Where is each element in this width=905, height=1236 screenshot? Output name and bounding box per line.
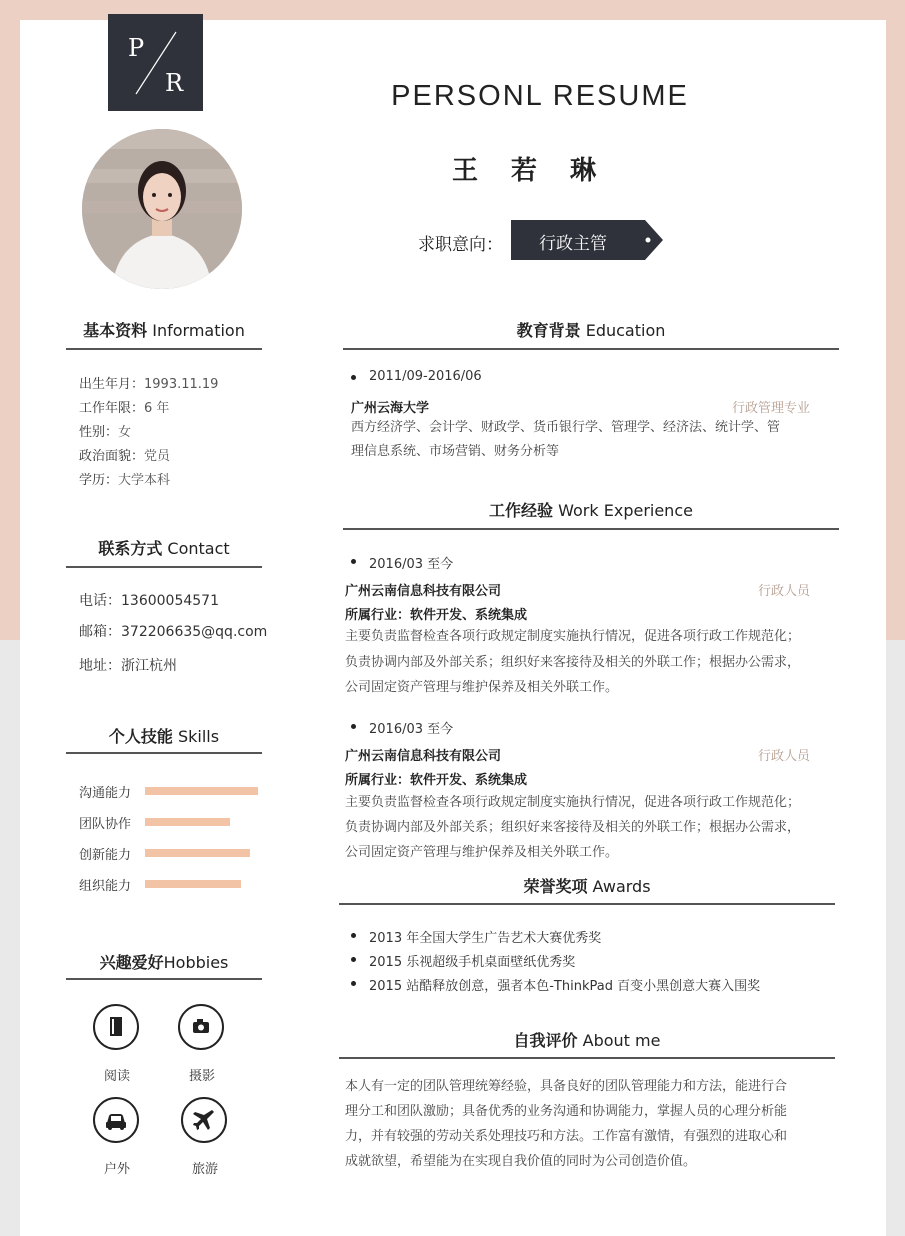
section-title-education: 教育背景 Education (516, 321, 666, 340)
skill-bar (145, 818, 230, 826)
education-courses: 西方经济学、会计学、财政学、货币银行学、管理学、经济法、统计学、管 (351, 420, 781, 435)
info-degree: 学历：大学本科 (79, 473, 171, 488)
job-intent-value: 行政主管 (539, 234, 607, 254)
hobby-label: 户外 (103, 1162, 130, 1177)
hobby-label: 摄影 (188, 1069, 215, 1084)
section-title-skills: 个人技能 Skills (108, 727, 220, 746)
info-gender: 性别：女 (79, 425, 132, 440)
divider (66, 752, 262, 754)
job-industry: 所属行业：软件开发、系统集成 (345, 773, 528, 788)
candidate-name: 王 若 琳 (451, 156, 609, 186)
about-text: 本人有一定的团队管理统筹经验，具备良好的团队管理能力和方法，能进行合 (345, 1079, 788, 1094)
skill-label: 创新能力 (79, 848, 132, 863)
section-title-awards: 荣誉奖项 Awards (523, 877, 651, 896)
camera-icon (180, 1006, 222, 1048)
job-role: 行政人员 (757, 749, 810, 764)
logo-letter-r: R (165, 69, 184, 97)
divider (339, 1057, 835, 1059)
job-company: 广州云南信息科技有限公司 (345, 584, 502, 599)
skill-label: 团队协作 (79, 817, 132, 832)
info-political: 政治面貌：党员 (79, 449, 171, 464)
education-period: 2011/09-2016/06 (369, 369, 482, 384)
section-title-work: 工作经验 Work Experience (489, 501, 693, 520)
skill-bar (145, 849, 250, 857)
job-period: 2016/03 至今 (369, 553, 453, 572)
contact-email: 邮箱：372206635@qq.com (79, 624, 268, 640)
job-description: 公司固定资产管理与维护保养及相关外联工作。 (345, 845, 619, 860)
hobby-label: 旅游 (191, 1162, 218, 1177)
car-icon (95, 1099, 137, 1141)
divider (66, 348, 262, 350)
job-intent-tag (511, 220, 663, 260)
education-courses: 理信息系统、市场营销、财务分析等 (351, 444, 560, 459)
job-intent-label: 求职意向： (418, 235, 503, 255)
logo-slash-icon (108, 14, 203, 111)
skill-bar (145, 880, 241, 888)
job-description: 主要负责监督检查各项行政规定制度实施执行情况，促进各项行政工作规范化； (345, 629, 801, 644)
job-description: 负责协调内部及外部关系；组织好来客接待及相关的外联工作；根据办公需求， (345, 820, 801, 835)
divider (339, 903, 835, 905)
logo-letter-p: P (128, 34, 145, 62)
hobby-photography (178, 1004, 224, 1050)
contact-address: 地址：浙江杭州 (79, 658, 177, 674)
skill-label: 组织能力 (79, 879, 132, 894)
job-description: 负责协调内部及外部关系；组织好来客接待及相关的外联工作；根据办公需求， (345, 655, 801, 670)
job-description: 主要负责监督检查各项行政规定制度实施执行情况，促进各项行政工作规范化； (345, 795, 801, 810)
award-item: 2015 站酷释放创意，强者本色-ThinkPad 百变小黑创意大赛入围奖 (369, 975, 760, 994)
info-years: 工作年限：6 年 (79, 401, 170, 416)
portrait-photo-icon (82, 129, 242, 289)
info-birth: 出生年月：1993.11.19 (79, 377, 219, 392)
airplane-icon (183, 1099, 225, 1141)
hobby-outdoor (93, 1097, 139, 1143)
hobby-travel (181, 1097, 227, 1143)
resume-title: PERSONL RESUME (391, 80, 689, 112)
job-company: 广州云南信息科技有限公司 (345, 749, 502, 764)
about-text: 理分工和团队激励；具备优秀的业务沟通和协调能力，掌握人员的心理分析能 (345, 1104, 788, 1119)
section-title-hobbies: 兴趣爱好Hobbies (99, 953, 229, 972)
award-item: 2015 乐视超级手机桌面壁纸优秀奖 (369, 951, 575, 970)
section-title-about: 自我评价 About me (513, 1031, 661, 1050)
job-industry: 所属行业：软件开发、系统集成 (345, 608, 528, 623)
contact-phone: 电话：13600054571 (79, 593, 219, 609)
skill-label: 沟通能力 (79, 786, 132, 801)
job-role: 行政人员 (757, 584, 810, 599)
divider (66, 566, 262, 568)
section-title-contact: 联系方式 Contact (98, 539, 230, 558)
pr-logo (108, 14, 203, 111)
hobby-reading (93, 1004, 139, 1050)
skill-bar (145, 787, 258, 795)
award-item: 2013 年全国大学生广告艺术大赛优秀奖 (369, 927, 601, 946)
about-text: 成就欲望，希望能为在实现自我价值的同时为公司创造价值。 (345, 1154, 697, 1169)
job-period: 2016/03 至今 (369, 718, 453, 737)
job-description: 公司固定资产管理与维护保养及相关外联工作。 (345, 680, 619, 695)
section-title-basic: 基本资料 Information (83, 321, 245, 340)
education-major: 行政管理专业 (731, 401, 810, 416)
education-school: 广州云海大学 (351, 401, 430, 416)
divider (343, 348, 839, 350)
divider (343, 528, 839, 530)
hobby-label: 阅读 (103, 1069, 130, 1084)
portrait-photo (82, 129, 242, 289)
divider (66, 978, 262, 980)
about-text: 力，并有较强的劳动关系处理技巧和方法。工作富有激情，有强烈的进取心和 (345, 1129, 788, 1144)
book-icon (95, 1006, 137, 1048)
